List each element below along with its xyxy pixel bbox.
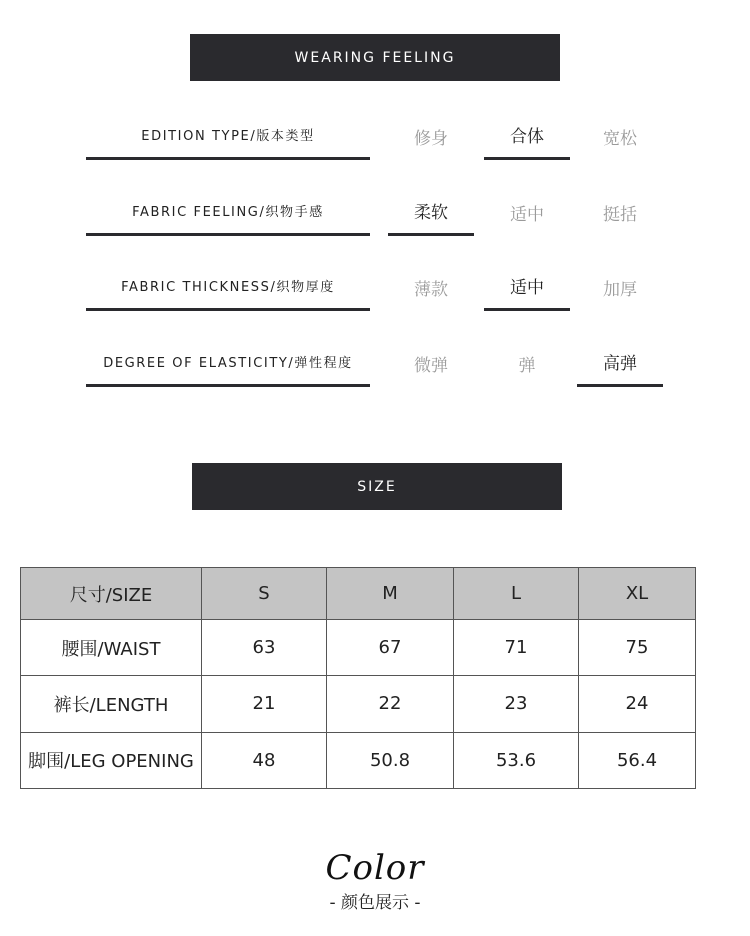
table-cell: 63 xyxy=(202,620,327,676)
row-label-cell: 裤长/LENGTH xyxy=(21,676,202,732)
table-cell: 53.6 xyxy=(454,732,579,788)
table-cell: 75 xyxy=(579,620,696,676)
table-row xyxy=(21,732,696,788)
table-cell: 23 xyxy=(454,676,579,732)
header-cell: S xyxy=(202,568,327,620)
color-section-subtitle: - 颜色展示 - xyxy=(329,893,421,913)
attribute-label: DEGREE OF ELASTICITY/弹性程度 xyxy=(86,339,370,387)
table-cell: 56.4 xyxy=(579,732,696,788)
wearing-feeling-banner xyxy=(190,34,560,81)
attribute-option: 适中 xyxy=(510,204,544,225)
attribute-option: 修身 xyxy=(414,128,448,149)
table-row xyxy=(21,620,696,676)
attribute-option: 挺括 xyxy=(603,204,637,225)
size-table-header-row xyxy=(21,568,696,620)
header-cell: M xyxy=(327,568,454,620)
attribute-option: 微弹 xyxy=(414,355,448,376)
attribute-row xyxy=(0,339,750,389)
row-label-cell: 脚围/LEG OPENING xyxy=(21,732,202,788)
attribute-row xyxy=(0,263,750,313)
attribute-option: 加厚 xyxy=(603,279,637,300)
table-cell: 22 xyxy=(327,676,454,732)
table-cell: 48 xyxy=(202,732,327,788)
table-cell: 67 xyxy=(327,620,454,676)
wearing-feeling-title: WEARING FEELING xyxy=(294,49,456,66)
attribute-option-selected: 高弹 xyxy=(577,339,663,387)
attribute-label: FABRIC FEELING/织物手感 xyxy=(86,188,370,236)
header-cell: XL xyxy=(579,568,696,620)
row-label-cell: 腰围/WAIST xyxy=(21,620,202,676)
table-cell: 71 xyxy=(454,620,579,676)
attribute-label: EDITION TYPE/版本类型 xyxy=(86,112,370,160)
header-cell: L xyxy=(454,568,579,620)
attribute-option-selected: 柔软 xyxy=(388,188,474,236)
attribute-row xyxy=(0,188,750,238)
attribute-option: 宽松 xyxy=(603,128,637,149)
table-cell: 24 xyxy=(579,676,696,732)
table-cell: 21 xyxy=(202,676,327,732)
size-banner xyxy=(192,463,562,510)
table-row xyxy=(21,676,696,732)
header-cell: 尺寸/SIZE xyxy=(21,568,202,620)
attribute-label: FABRIC THICKNESS/织物厚度 xyxy=(86,263,370,311)
attribute-option: 弹 xyxy=(518,355,536,376)
attribute-option-selected: 适中 xyxy=(484,263,570,311)
size-title: SIZE xyxy=(357,478,397,495)
attribute-row xyxy=(0,112,750,162)
size-table xyxy=(20,567,696,789)
table-cell: 50.8 xyxy=(327,732,454,788)
attribute-option-selected: 合体 xyxy=(484,112,570,160)
attribute-option: 薄款 xyxy=(414,279,448,300)
color-section-title: Color xyxy=(325,848,425,888)
